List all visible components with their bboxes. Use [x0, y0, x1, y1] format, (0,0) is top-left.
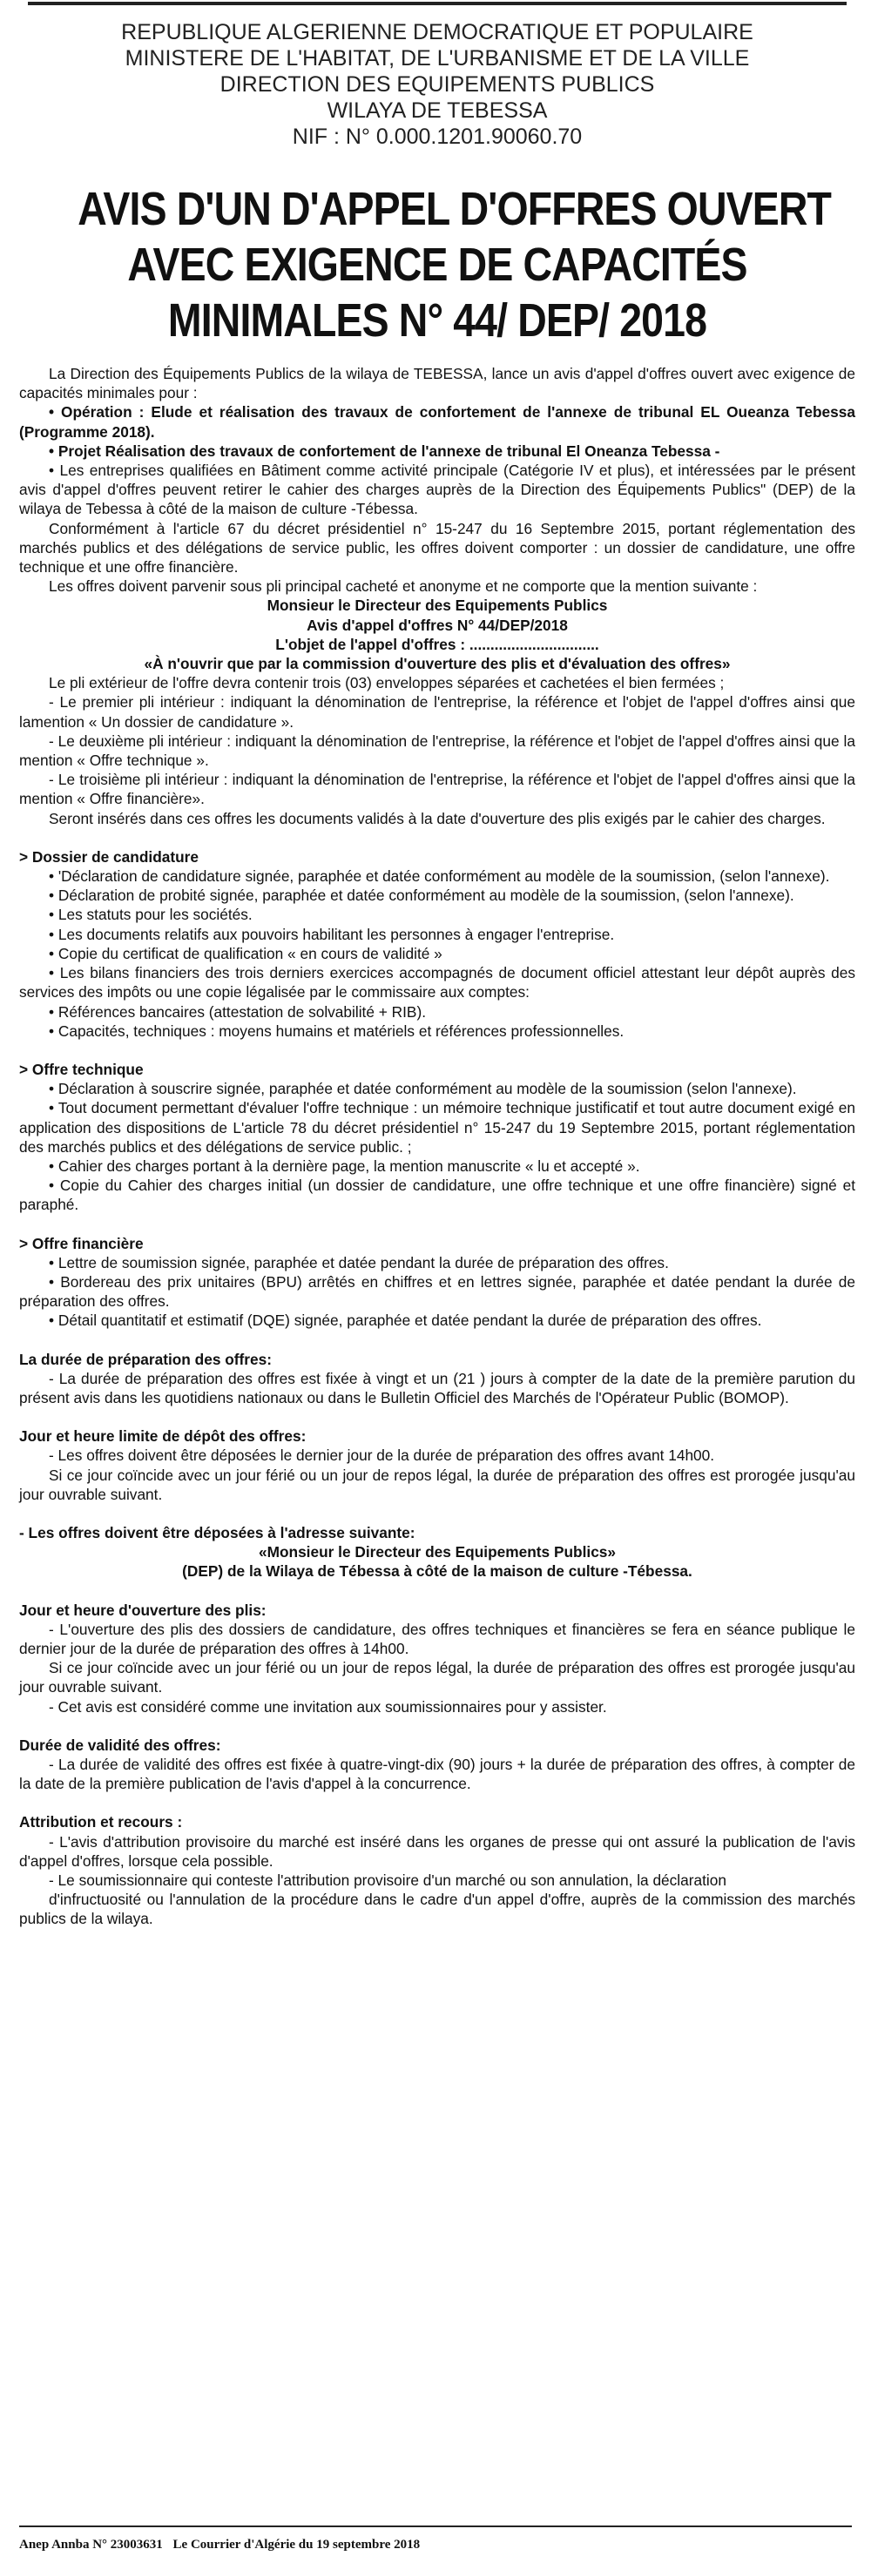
- duree-prep-text: - La durée de préparation des offres est fixée à vingt et un (21 ) jours à compter de la date de la première parution du présent avis dans les quotidiens nationaux ou dans le Bulletin Officiel des Marchés de l'Opérateur Public (BOMOP).: [19, 1369, 855, 1406]
- header-line-republic: REPUBLIQUE ALGERIENNE DEMOCRATIQUE ET POPULAIRE: [121, 20, 753, 44]
- pli-1: - Le premier pli intérieur : indiquant la dénomination de l'entreprise, la référence et l'objet de l'appel d'offres ainsi que lamention « Un dossier de candidature ».: [19, 693, 855, 731]
- financiere-item: • Bordereau des prix unitaires (BPU) arrêtés en chiffres et en lettres signée, paraphée et datée pendant la durée de préparation des offres.: [19, 1272, 855, 1311]
- title-line-2: AVEC EXIGENCE DE CAPACITÉS: [127, 239, 747, 291]
- conformement-paragraph: Conformément à l'article 67 du décret présidentiel n° 15-247 du 16 Septembre 2015, portant réglementation des marchés publics et des délégations de service public, les offres doivent comporter : un dossier de candidature, une offre technique et une offre financière.: [19, 519, 855, 577]
- technique-item: • Cahier des charges portant à la dernière page, la mention manuscrite « lu et accepté ».: [49, 1157, 640, 1175]
- header-line-wilaya: WILAYA DE TEBESSA: [327, 98, 548, 123]
- ouverture-text-3: - Cet avis est considéré comme une invitation aux soumissionnaires pour y assister.: [49, 1697, 607, 1716]
- footer-journal: Le Courrier d'Algérie du 19 septembre 2018: [172, 2538, 421, 2552]
- dossier-item: • Les statuts pour les sociétés.: [49, 906, 253, 924]
- depot-heading: Jour et heure limite de dépôt des offres:: [19, 1427, 307, 1446]
- title-line-1: AVIS D'UN D'APPEL D'OFFRES OUVERT: [78, 183, 832, 235]
- offres-parvenir-paragraph: Les offres doivent parvenir sous pli principal cacheté et anonyme et ne comporte que la mention suivante :: [49, 577, 758, 596]
- entreprises-paragraph: • Les entreprises qualifiées en Bâtiment comme activité principale (Catégorie IV et plus), et intéressées par le présent avis d'appel d'offres peuvent retirer le cahier des charges auprès de la Direction des Équipements Publics" (DEP) de la wilaya de Tebessa à côté de la maison de culture -Tébessa.: [19, 462, 855, 518]
- financiere-heading: > Offre financière: [19, 1234, 144, 1252]
- technique-item: • Copie du Cahier des charges initial (un dossier de candidature, une offre technique et une offre financière) signé et paraphé.: [19, 1177, 855, 1214]
- title-line-3: MINIMALES N° 44/ DEP/ 2018: [167, 294, 707, 347]
- financiere-item: • Lettre de soumission signée, paraphée et datée pendant la durée de préparation des offres.: [49, 1253, 669, 1271]
- pli-3: - Le troisième pli intérieur : indiquant la dénomination de l'entreprise, la référence et l'objet de l'appel d'offres ainsi que la mention « Offre financière».: [19, 771, 855, 808]
- mention-line-2: Avis d'appel d'offres N° 44/DEP/2018: [307, 616, 568, 634]
- footer-anep-ref: Anep Annba N° 23003631: [19, 2538, 163, 2552]
- validite-heading: Durée de validité des offres:: [19, 1736, 221, 1754]
- ouverture-text-2: Si ce jour coïncide avec un jour férié ou un jour de repos légal, la durée de préparation des offres est prorogée jusqu'au jour ouvrable suivant.: [19, 1659, 855, 1696]
- dossier-item: • Les bilans financiers des trois derniers exercices accompagnés de document officiel attestant leur dépôt auprès des services des impôts ou une copie légalisée par le commissaire aux comptes:: [19, 964, 855, 1001]
- depot-text-2: Si ce jour coïncide avec un jour férié ou un jour de repos légal, la durée de préparation des offres est prorogée jusqu'au jour ouvrable suivant.: [19, 1466, 855, 1503]
- attribution-text-2: - Le soumissionnaire qui conteste l'attribution provisoire d'un marché ou son annulation, la déclaration: [49, 1871, 726, 1890]
- adresse-line-1: «Monsieur le Directeur des Equipements Publics»: [258, 1543, 617, 1561]
- operation-2: • Projet Réalisation des travaux de confortement de l'annexe de tribunal El Oneanza Tebessa -: [49, 442, 720, 460]
- mention-line-4: «À n'ouvrir que par la commission d'ouverture des plis et d'évaluation des offres»: [144, 655, 731, 673]
- mention-line-3: L'objet de l'appel d'offres : ...............................: [275, 635, 599, 653]
- technique-heading: > Offre technique: [19, 1060, 144, 1078]
- document-page: [19, 0, 855, 2576]
- dossier-heading: > Dossier de candidature: [19, 847, 199, 866]
- financiere-item: • Détail quantitatif et estimatif (DQE) signée, paraphée et datée pendant la durée de préparation des offres.: [49, 1312, 762, 1330]
- attribution-text-1: - L'avis d'attribution provisoire du marché est inséré dans les organes de presse qui ont assuré la publication de l'avis d'appel d'offres, lorsque cela possible.: [19, 1832, 855, 1870]
- dossier-item: • Déclaration de probité signée, paraphée et datée conformément au modèle de la soumission, (selon l'annexe).: [49, 887, 794, 905]
- top-rule: [28, 2, 847, 5]
- dossier-item: • 'Déclaration de candidature signée, paraphée et datée conformément au modèle de la soumission, (selon l'annexe).: [49, 867, 830, 886]
- dossier-item: • Copie du certificat de qualification « en cours de validité »: [49, 944, 442, 962]
- dossier-item: • Les documents relatifs aux pouvoirs habilitant les personnes à engager l'entreprise.: [49, 925, 615, 943]
- mention-line-1: Monsieur le Directeur des Equipements Publics: [267, 597, 608, 615]
- depot-text-1: - Les offres doivent être déposées le dernier jour de la durée de préparation des offres avant 14h00.: [49, 1446, 715, 1465]
- ouverture-heading: Jour et heure d'ouverture des plis:: [19, 1601, 267, 1619]
- header-line-ministry: MINISTERE DE L'HABITAT, DE L'URBANISME ET DE LA VILLE: [125, 46, 750, 71]
- intro-paragraph: La Direction des Équipements Publics de la wilaya de TEBESSA, lance un avis d'appel d'offres ouvert avec exigence de capacités minimales pour :: [19, 365, 855, 402]
- duree-prep-heading: La durée de préparation des offres:: [19, 1350, 273, 1368]
- page-title: [78, 181, 832, 348]
- adresse-heading: - Les offres doivent être déposées à l'adresse suivante:: [19, 1523, 415, 1541]
- adresse-line-2: (DEP) de la Wilaya de Tébessa à côté de la maison de culture -Tébessa.: [182, 1562, 692, 1581]
- header-block: [19, 19, 855, 150]
- body-text: [19, 364, 855, 1929]
- technique-item: • Tout document permettant d'évaluer l'offre technique : un mémoire technique justificatif et tout autre document exigé en application des dispositions de L'article 78 du décret présidentiel n° 15-247 du 19 Septembre 2015, portant réglementation des marchés publics et des délégations de service public. ;: [19, 1099, 855, 1156]
- operation-1: • Opération : Elude et réalisation des travaux de confortement de l'annexe de tribunal EL Oueanza Tebessa (Programme 2018).: [19, 403, 855, 441]
- validite-text: - La durée de validité des offres est fixée à quatre-vingt-dix (90) jours + la durée de préparation des offres, à compter de la date de la première publication de l'avis d'appel à la concurrence.: [19, 1756, 855, 1793]
- attribution-text-3: d'infructuosité ou l'annulation de la procédure dans le cadre d'un appel d'offre, auprès de la commission des marchés publics de la wilaya.: [19, 1891, 855, 1928]
- header-line-direction: DIRECTION DES EQUIPEMENTS PUBLICS: [219, 72, 655, 97]
- footer: [19, 2525, 852, 2552]
- pli-exterieur: Le pli extérieur de l'offre devra contenir trois (03) enveloppes séparées et cachetées el bien fermées ;: [49, 674, 725, 692]
- attribution-heading: Attribution et recours :: [19, 1813, 183, 1831]
- dossier-item: • Capacités, techniques : moyens humains et matériels et références professionnelles.: [49, 1022, 625, 1040]
- ouverture-text-1: - L'ouverture des plis des dossiers de candidature, des offres techniques et financières se fera en séance publique le dernier jour de la durée de préparation des offres à 14h00.: [19, 1620, 855, 1657]
- dossier-item: • Références bancaires (attestation de solvabilité + RIB).: [49, 1002, 427, 1021]
- technique-item: • Déclaration à souscrire signée, paraphée et datée conformément au modèle de la soumission (selon l'annexe).: [49, 1080, 797, 1098]
- seront-paragraph: Seront insérés dans ces offres les documents validés à la date d'ouverture des plis exigés par le cahier des charges.: [49, 809, 826, 827]
- pli-2: - Le deuxième pli intérieur : indiquant la dénomination de l'entreprise, la référence et l'objet de l'appel d'offres ainsi que la mention « Offre technique ».: [19, 732, 855, 770]
- header-line-nif: NIF : N° 0.000.1201.90060.70: [292, 125, 583, 149]
